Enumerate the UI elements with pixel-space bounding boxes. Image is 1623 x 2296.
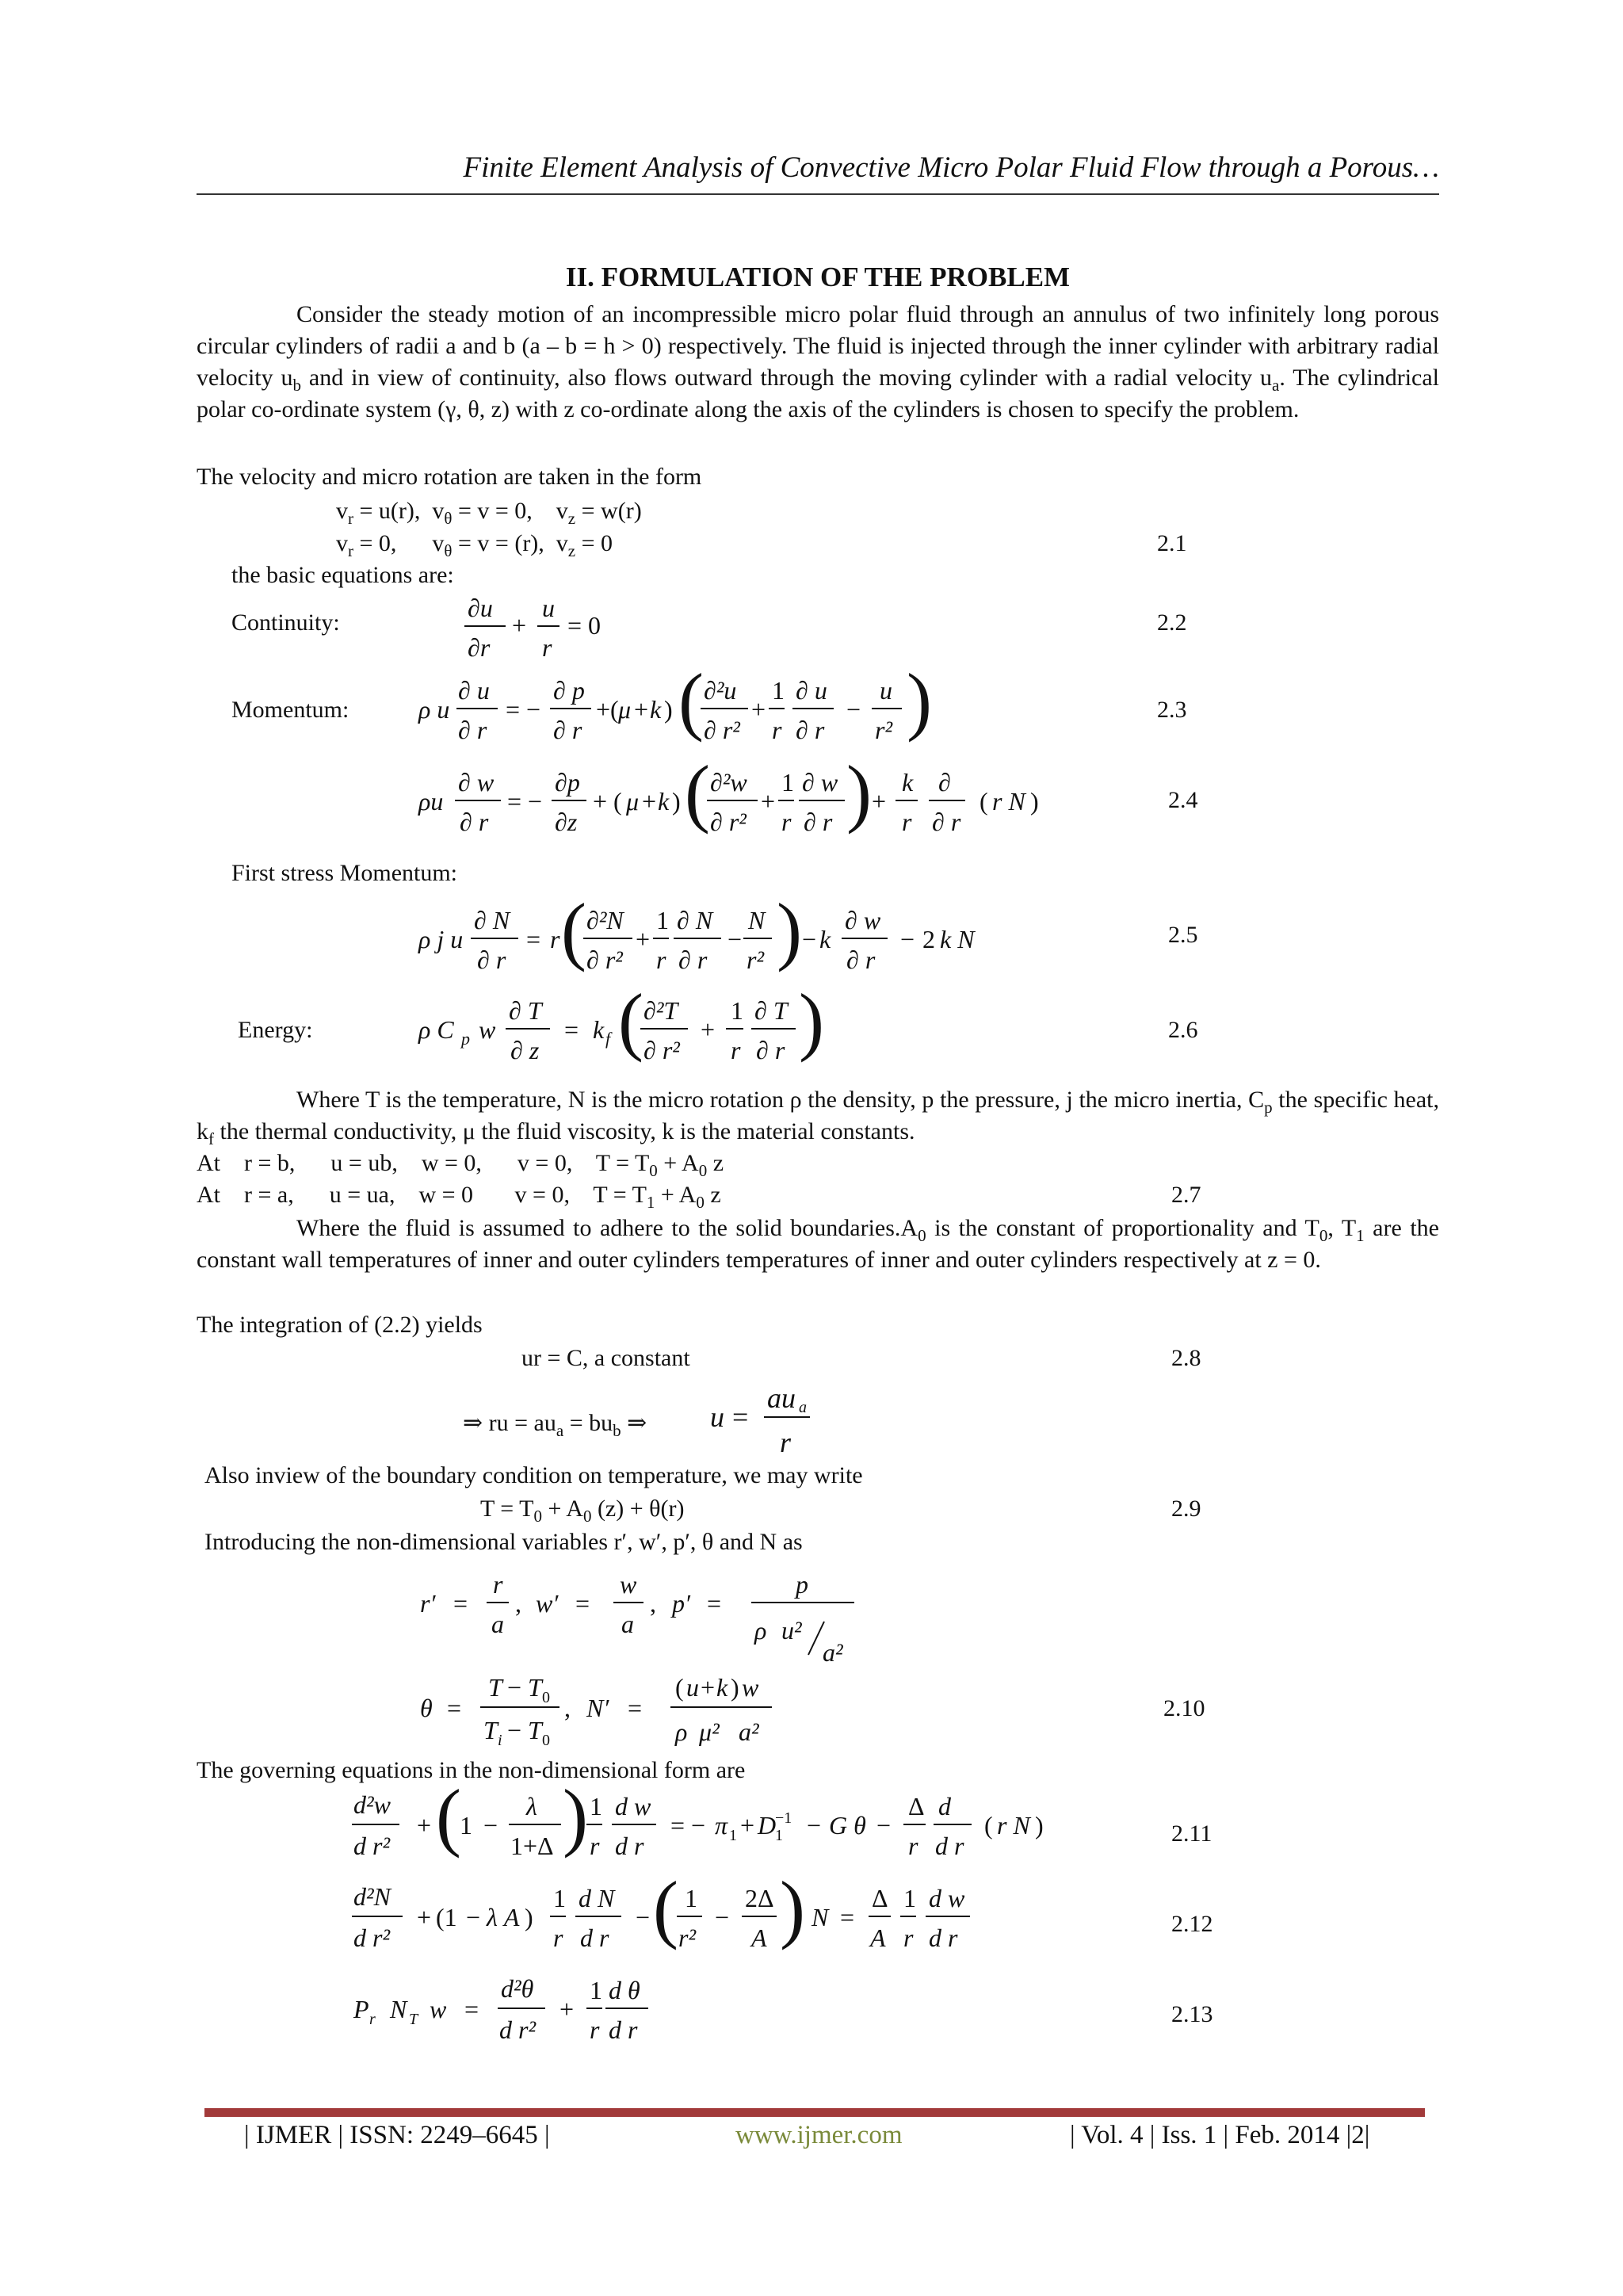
intro-paragraph: Consider the steady motion of an incompressible micro polar fluid through an annulus of two infinitely long porous circular cylinders of radii a and b (a – b = h > 0) respectively. The fluid is injected through the inner cylinder with arbitrary radial velocity $u_b$ and in view of continuity, also flows outward through the moving cylinder with a radial velocity $u_a$. The cylindrical polar co-ordinate system (γ, θ, z) with z co-ordinate along the axis of the cylinders is chosen to specify the problem. xyxy=(197,301,1440,422)
svg-text:(: ( xyxy=(436,1774,461,1859)
energy-label: Energy: xyxy=(238,1017,313,1043)
svg-text:d: d xyxy=(938,1792,951,1820)
svg-text:d r: d r xyxy=(615,1832,644,1860)
svg-text:∂ N: ∂ N xyxy=(474,906,510,934)
svg-text:k: k xyxy=(650,695,662,724)
svg-text:f: f xyxy=(605,1029,611,1049)
svg-text:u: u xyxy=(710,1401,724,1433)
svg-text:): ) xyxy=(525,1903,533,1931)
svg-text:=: = xyxy=(447,1694,462,1722)
svg-text:Δ: Δ xyxy=(908,1792,925,1820)
svg-text:,: , xyxy=(650,1589,656,1618)
svg-text:∂ r²: ∂ r² xyxy=(704,716,740,744)
svg-text:r: r xyxy=(656,946,666,974)
svg-text:(: ( xyxy=(984,1811,993,1839)
svg-text:w′: w′ xyxy=(536,1589,559,1618)
svg-text:∂z: ∂z xyxy=(555,808,578,836)
svg-text:A: A xyxy=(870,1924,886,1952)
svg-text:∂ r: ∂ r xyxy=(756,1036,785,1064)
svg-text:+: + xyxy=(872,787,887,816)
svg-text:∂ r: ∂ r xyxy=(796,716,825,744)
svg-text:r: r xyxy=(908,1832,918,1860)
svg-text:π: π xyxy=(715,1811,728,1839)
svg-text:θ: θ xyxy=(420,1694,433,1722)
adhere-paragraph: Where the fluid is assumed to adhere to the solid $boundaries.A_0$ is the constant of proportionality and $T_0$, $T_1$ are the constant wall temperatures of inner and outer cylinders temperatures of inner and outer cylinders respectively at z = 0. xyxy=(197,1215,1439,1273)
svg-text:+: + xyxy=(701,1673,716,1702)
svg-text:∂ p: ∂ p xyxy=(553,676,585,705)
svg-text:∂ N: ∂ N xyxy=(677,906,713,934)
svg-text:+: + xyxy=(417,1811,432,1839)
equation-2-10 xyxy=(420,1664,864,1759)
svg-text:a: a xyxy=(799,1399,807,1416)
svg-text:d r²: d r² xyxy=(499,2015,537,2044)
continuity-label: Continuity: xyxy=(231,609,340,636)
svg-text:d r: d r xyxy=(929,1924,958,1952)
svg-text:k: k xyxy=(716,1673,728,1702)
svg-text:k: k xyxy=(819,925,831,953)
svg-text:+: + xyxy=(761,787,776,816)
svg-text:T: T xyxy=(528,1716,542,1744)
svg-text:λ: λ xyxy=(526,1792,537,1820)
svg-text:ρ u: ρ u xyxy=(418,695,450,724)
svg-text:k N: k N xyxy=(940,925,975,953)
equation-2-6 xyxy=(418,978,862,1075)
svg-text:ρ: ρ xyxy=(675,1717,688,1746)
svg-text:D: D xyxy=(758,1811,777,1839)
svg-text:2Δ: 2Δ xyxy=(745,1884,774,1912)
svg-text:1: 1 xyxy=(903,1884,916,1912)
svg-text:r: r xyxy=(590,2015,600,2044)
svg-text:∂ r: ∂ r xyxy=(460,808,489,836)
eq-number-2-7: 2.7 xyxy=(1171,1182,1201,1208)
svg-text:d r: d r xyxy=(935,1832,964,1860)
svg-text:a²: a² xyxy=(739,1717,759,1746)
footer-bar xyxy=(204,2108,1425,2117)
svg-text:μ²: μ² xyxy=(699,1717,720,1746)
svg-text:=: = xyxy=(564,1015,579,1044)
svg-text:2: 2 xyxy=(922,925,935,953)
equation-2-5 xyxy=(418,888,1100,984)
svg-text:(: ( xyxy=(561,888,586,972)
equation-2-13 xyxy=(353,1967,718,2054)
svg-text:d r²: d r² xyxy=(353,1924,391,1952)
svg-text:1: 1 xyxy=(590,1976,602,2004)
svg-text:(: ( xyxy=(618,978,643,1063)
svg-text:): ) xyxy=(1030,787,1039,816)
svg-text:1: 1 xyxy=(731,996,743,1025)
svg-text:r²: r² xyxy=(678,1924,697,1952)
first-stress-label: First stress Momentum: xyxy=(231,860,458,886)
svg-text:∂ r: ∂ r xyxy=(458,716,487,744)
svg-text:N: N xyxy=(390,1995,407,2023)
svg-text:∂ r²: ∂ r² xyxy=(643,1036,680,1064)
svg-text:G θ: G θ xyxy=(829,1811,866,1839)
svg-text:−: − xyxy=(876,1811,892,1839)
svg-text:u²: u² xyxy=(781,1616,802,1645)
integration-line: The integration of (2.2) yields xyxy=(197,1312,483,1338)
svg-text:(: ( xyxy=(980,787,988,816)
svg-text:T: T xyxy=(488,1673,502,1702)
svg-text:r: r xyxy=(553,1924,563,1952)
svg-text:−: − xyxy=(846,695,861,724)
svg-text:): ) xyxy=(664,695,673,724)
svg-text:w: w xyxy=(742,1673,759,1702)
svg-text:∂ u: ∂ u xyxy=(796,676,827,705)
svg-text:w: w xyxy=(430,1995,447,2023)
svg-text:A: A xyxy=(751,1924,767,1952)
svg-text:=: = xyxy=(732,1401,749,1433)
svg-text:−: − xyxy=(636,1903,651,1931)
svg-text:r: r xyxy=(781,808,792,836)
svg-text:r N: r N xyxy=(997,1811,1030,1839)
svg-text:d w: d w xyxy=(615,1792,651,1820)
svg-text:N: N xyxy=(812,1903,829,1931)
basic-equations-label: the basic equations are: xyxy=(231,562,454,588)
svg-text:(: ( xyxy=(675,1673,684,1702)
svg-text:a: a xyxy=(491,1610,504,1638)
svg-text:−: − xyxy=(483,1811,498,1839)
svg-text:w: w xyxy=(479,1015,496,1044)
svg-text:d r²: d r² xyxy=(353,1832,391,1860)
footer-right: | Vol. 4 | Iss. 1 | Feb. 2014 |2| xyxy=(1070,2121,1370,2149)
svg-text:+: + xyxy=(636,925,651,953)
svg-text:−1: −1 xyxy=(775,1809,792,1827)
svg-text:r: r xyxy=(902,808,912,836)
svg-text:r: r xyxy=(731,1036,741,1064)
eq-number-2-1: 2.1 xyxy=(1157,530,1187,556)
svg-text:i: i xyxy=(498,1732,502,1749)
svg-text:= −: = − xyxy=(506,695,541,724)
svg-text:∂ r: ∂ r xyxy=(553,716,582,744)
equation-2-4 xyxy=(418,750,1100,846)
svg-text:1: 1 xyxy=(775,1827,783,1844)
svg-text:1: 1 xyxy=(729,1827,737,1844)
svg-text:1: 1 xyxy=(685,1884,697,1912)
svg-text:ρ j u: ρ j u xyxy=(418,925,464,953)
svg-text:r: r xyxy=(772,716,782,744)
svg-text:T: T xyxy=(528,1673,542,1702)
svg-text:∂ r²: ∂ r² xyxy=(586,946,623,974)
svg-text:=: = xyxy=(840,1903,855,1931)
svg-text:∂²w: ∂²w xyxy=(710,768,747,797)
u-equals-aua-over-r xyxy=(710,1377,821,1465)
svg-text:p: p xyxy=(461,1029,470,1049)
svg-text:∂ w: ∂ w xyxy=(802,768,838,797)
svg-text:u: u xyxy=(542,594,555,622)
svg-text:d²N: d²N xyxy=(353,1882,391,1911)
svg-text:=: = xyxy=(453,1589,468,1618)
svg-text:,: , xyxy=(564,1694,571,1722)
svg-text:∂ T: ∂ T xyxy=(509,996,542,1025)
svg-text:+: + xyxy=(634,695,649,724)
momentum-label: Momentum: xyxy=(231,697,349,723)
svg-text:∂ z: ∂ z xyxy=(510,1036,540,1064)
eq-number-2-8: 2.8 xyxy=(1171,1345,1201,1371)
section-title: II. FORMULATION OF THE PROBLEM xyxy=(565,262,1071,292)
svg-text:ρ: ρ xyxy=(754,1616,767,1645)
svg-text:r N: r N xyxy=(992,787,1025,816)
svg-text:∂²u: ∂²u xyxy=(704,676,737,705)
svg-text:+: + xyxy=(751,695,766,724)
svg-text:1: 1 xyxy=(460,1811,472,1839)
svg-text:p′: p′ xyxy=(672,1589,690,1618)
svg-text:λ A: λ A xyxy=(487,1903,520,1931)
svg-text:=: = xyxy=(628,1694,643,1722)
svg-text:+: + xyxy=(512,611,527,640)
svg-text:+ (: + ( xyxy=(593,787,622,816)
svg-text:=: = xyxy=(707,1589,722,1618)
svg-text:r: r xyxy=(903,1924,914,1952)
governing-line: The governing equations in the non-dimensional form are xyxy=(197,1757,746,1783)
svg-text:d θ: d θ xyxy=(609,1976,640,2004)
where-paragraph: Where T is the temperature, N is the micro rotation ρ the density, p the pressure, j the micro inertia, $C_p$ the specific heat, $k_f$ the thermal conductivity, μ the fluid viscosity, k is the material constants. xyxy=(197,1087,1439,1148)
svg-text:−: − xyxy=(807,1811,822,1839)
svg-text:): ) xyxy=(731,1673,739,1702)
svg-text:(: ( xyxy=(685,750,710,835)
svg-text:∂: ∂ xyxy=(938,768,951,797)
also-line: Also inview of the boundary condition on temperature, we may write xyxy=(204,1462,863,1488)
equation-2-3 xyxy=(418,658,989,755)
eq-number-2-10: 2.10 xyxy=(1163,1695,1205,1721)
svg-text:∂²T: ∂²T xyxy=(643,996,678,1025)
T-line: $T = T_0 + A_0$ (z) + θ(r) xyxy=(480,1496,685,1526)
svg-text:−: − xyxy=(507,1716,522,1744)
svg-text:r: r xyxy=(550,925,560,953)
svg-text:∂ w: ∂ w xyxy=(845,906,881,934)
svg-text:+: + xyxy=(701,1015,716,1044)
svg-text:∂ r: ∂ r xyxy=(804,808,833,836)
svg-text:+(: +( xyxy=(596,695,619,724)
svg-text:): ) xyxy=(672,787,681,816)
svg-text:r′: r′ xyxy=(420,1589,436,1618)
svg-text:): ) xyxy=(777,888,802,972)
svg-text:∂ T: ∂ T xyxy=(754,996,788,1025)
svg-text:d²θ: d²θ xyxy=(501,1974,534,2003)
svg-text:k: k xyxy=(593,1015,605,1044)
svg-text:au: au xyxy=(767,1382,796,1414)
svg-text:∂ r²: ∂ r² xyxy=(710,808,747,836)
eq-number-2-6: 2.6 xyxy=(1168,1017,1198,1043)
svg-text:+: + xyxy=(559,1995,575,2023)
equation-2-12 xyxy=(353,1866,1035,1962)
eq-number-2-13: 2.13 xyxy=(1171,2001,1213,2027)
svg-text:+: + xyxy=(417,1903,432,1931)
svg-text:u: u xyxy=(880,676,892,705)
svg-text:): ) xyxy=(846,750,872,835)
svg-text:= −: = − xyxy=(507,787,543,816)
eq-number-2-3: 2.3 xyxy=(1157,697,1187,723)
svg-text:∂ r: ∂ r xyxy=(678,946,708,974)
eq-number-2-5: 2.5 xyxy=(1168,922,1198,948)
svg-text:+: + xyxy=(642,787,657,816)
velocity-intro: The velocity and micro rotation are taken in the form xyxy=(197,464,702,490)
equation-2-2 xyxy=(460,586,634,674)
svg-text:d N: d N xyxy=(579,1884,615,1912)
svg-text:a: a xyxy=(621,1610,634,1638)
svg-text:r: r xyxy=(493,1570,503,1599)
svg-text:r²: r² xyxy=(875,716,893,744)
svg-text:r: r xyxy=(542,633,552,662)
eq-number-2-12: 2.12 xyxy=(1171,1911,1213,1937)
svg-text:+: + xyxy=(740,1811,755,1839)
svg-text:d w: d w xyxy=(929,1884,965,1912)
svg-text:T: T xyxy=(409,2011,418,2028)
svg-text:w: w xyxy=(620,1570,637,1599)
svg-text:d r: d r xyxy=(609,2015,638,2044)
boundary-condition-1: At r = b, u = ub, w = 0, v = 0, $T = T_0 + A_0$ z xyxy=(197,1150,724,1180)
svg-text:1: 1 xyxy=(656,906,669,934)
eq-number-2-2: 2.2 xyxy=(1157,609,1187,636)
footer-link[interactable]: www.ijmer.com xyxy=(735,2121,903,2149)
svg-text:=: = xyxy=(526,925,541,953)
svg-text:r: r xyxy=(590,1832,600,1860)
svg-text:(1: (1 xyxy=(436,1903,457,1931)
svg-text:): ) xyxy=(907,658,932,743)
svg-text:ρ C: ρ C xyxy=(418,1015,454,1044)
svg-text:1: 1 xyxy=(590,1792,602,1820)
svg-text:,: , xyxy=(515,1589,521,1618)
svg-text:∂ r: ∂ r xyxy=(477,946,506,974)
header-rule xyxy=(197,193,1439,195)
svg-text:N′: N′ xyxy=(586,1694,609,1722)
svg-text:1: 1 xyxy=(781,768,794,797)
svg-text:∂ u: ∂ u xyxy=(458,676,490,705)
eq-number-2-9: 2.9 xyxy=(1171,1496,1201,1522)
svg-text:=: = xyxy=(464,1995,479,2023)
svg-text:T: T xyxy=(483,1716,498,1744)
svg-text:r: r xyxy=(369,2011,376,2028)
svg-text:p: p xyxy=(796,1570,808,1599)
eq-number-2-11: 2.11 xyxy=(1171,1820,1212,1847)
svg-text:∂ r: ∂ r xyxy=(846,946,876,974)
eq-number-2-4: 2.4 xyxy=(1168,787,1198,813)
svg-text:d r: d r xyxy=(580,1924,609,1952)
equation-2-11 xyxy=(353,1774,1083,1870)
svg-text:r: r xyxy=(780,1427,792,1458)
svg-text:k: k xyxy=(658,787,670,816)
ru-line: ⇒ ru = $au_a = bu_b$ ⇒ xyxy=(463,1410,647,1440)
svg-text:(: ( xyxy=(653,1866,678,1950)
svg-text:∂ r: ∂ r xyxy=(932,808,961,836)
svg-text:∂r: ∂r xyxy=(468,633,491,662)
velocity-line-1: $v_r = u(r)$, $v_\theta = v = 0$, $v_z = w(r)$ xyxy=(336,498,642,528)
svg-text:∂²N: ∂²N xyxy=(586,906,624,934)
velocity-line-2: $v_r = 0$, $v_\theta = v = (r)$, $v_z = 0$ xyxy=(336,530,613,560)
nondim-intro: Introducing the non-dimensional variables r′, w′, p′, θ and N as xyxy=(204,1529,803,1555)
ur-line: ur = C, a constant xyxy=(521,1345,690,1371)
svg-text:μ: μ xyxy=(618,695,632,724)
svg-text:1: 1 xyxy=(553,1884,566,1912)
svg-text:= −: = − xyxy=(670,1811,706,1839)
svg-text:−: − xyxy=(802,925,817,953)
svg-text:−: − xyxy=(715,1903,730,1931)
svg-text:N: N xyxy=(748,906,766,934)
svg-text:(: ( xyxy=(678,658,704,743)
svg-text:u: u xyxy=(686,1673,699,1702)
svg-text:k: k xyxy=(902,768,914,797)
svg-text:−: − xyxy=(507,1673,522,1702)
svg-text:): ) xyxy=(780,1866,805,1950)
nondim-variables-equation xyxy=(420,1561,896,1672)
svg-text:= 0: = 0 xyxy=(567,611,601,640)
svg-text:0: 0 xyxy=(542,1732,550,1749)
svg-text:∂ w: ∂ w xyxy=(458,768,495,797)
svg-text:μ: μ xyxy=(626,787,640,816)
running-header: Finite Element Analysis of Convective Micro Polar Fluid Flow through a Porous… xyxy=(463,151,1439,184)
svg-text:ρu: ρu xyxy=(418,787,444,816)
svg-text:−: − xyxy=(727,925,743,953)
svg-text:): ) xyxy=(563,1774,588,1859)
svg-text:=: = xyxy=(575,1589,590,1618)
footer-left: | IJMER | ISSN: 2249–6645 | xyxy=(244,2121,550,2149)
svg-text:Δ: Δ xyxy=(872,1884,888,1912)
svg-text:∂u: ∂u xyxy=(468,594,493,622)
svg-text:1+Δ: 1+Δ xyxy=(510,1832,554,1860)
svg-text:): ) xyxy=(799,978,824,1063)
svg-text:∂p: ∂p xyxy=(555,768,580,797)
boundary-condition-2: At r = a, u = ua, w = 0 v = 0, $T = T_1 + A_0$ z xyxy=(197,1182,721,1212)
svg-text:d²w: d²w xyxy=(353,1790,391,1819)
svg-text:P: P xyxy=(353,1995,369,2023)
svg-text:r²: r² xyxy=(747,946,765,974)
svg-text:a²: a² xyxy=(823,1638,843,1667)
svg-text:−: − xyxy=(900,925,915,953)
svg-text:0: 0 xyxy=(542,1689,550,1706)
svg-text:): ) xyxy=(1035,1811,1044,1839)
svg-text:−: − xyxy=(466,1903,481,1931)
svg-text:1: 1 xyxy=(772,676,785,705)
